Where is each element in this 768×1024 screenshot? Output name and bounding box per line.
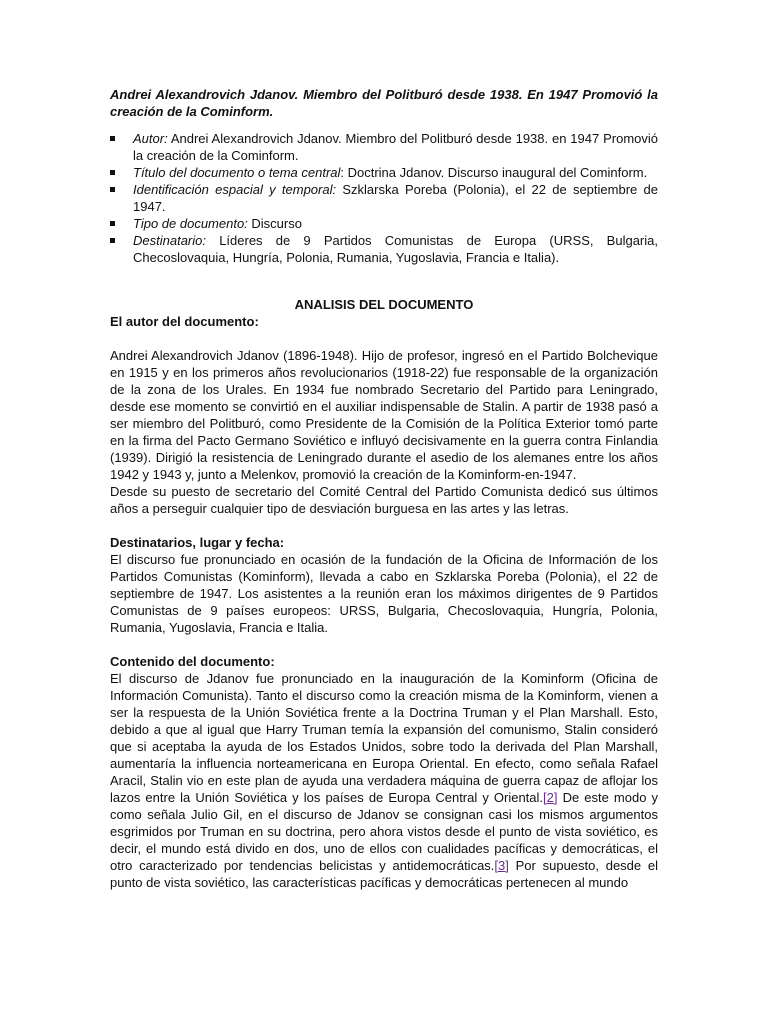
item-text: : Doctrina Jdanov. Discurso inaugural del Cominform.: [340, 165, 648, 180]
content-text: De este modo y como señala Julio Gil, en el discurso de Jdanov se consignan casi los mismos argumentos esgrimidos por Truman en su doctrina, pero ahora vistos desde el punto de vista soviético, es decir, el mundo está divido en dos, uno de ellos con cualidades pacíficas y democráticas, el otro caracterizado por tendencias belicistas y antidemocráticas.: [110, 790, 658, 873]
list-item: [110, 232, 658, 266]
list-item: [110, 181, 658, 215]
content-text: Por supuesto, desde el punto de vista soviético, las características pacíficas y democráticas pertenecen al mundo: [110, 858, 659, 890]
content-text: El discurso de Jdanov fue pronunciado en la inauguración de la Kominform (Oficina de Información Comunista). Tanto el discurso como la creación misma de la Kominform, vienen a ser la respuesta de la Unión Soviética frente a la Doctrina Truman y el Plan Marshall. Esto, debido a que al igual que Harry Truman temía la expansión del comunismo, Stalin consideró que si aceptaba la ayuda de los Estados Unidos, sobre todo la derivada del Plan Marshall, aumentaría la influencia norteamericana en Europa Oriental. En efecto, como señala Rafael Aracil, Stalin vio en este plan de ayuda una verdadera máquina de guerra capaz de aflojar los lazos entre la Unión Soviética y los países de Europa Central y Oriental.: [110, 671, 658, 805]
item-label: Autor:: [133, 131, 168, 146]
recipients-paragraph: El discurso fue pronunciado en ocasión de la fundación de la Oficina de Información de los Partidos Comunistas (Kominform), llevada a cabo en Szklarska Poreba (Polonia), el 22 de septiembre de 1947. Los asistentes a la reunión eran los máximos dirigentes de 9 Partidos Comunistas de 9 países europeos: URSS, Bulgaria, Checoslovaquia, Hungría, Polonia, Rumania, Yugoslavia, Francia e Italia.: [110, 552, 658, 635]
intro-line: Andrei Alexandrovich Jdanov. Miembro del Politburó desde 1938. En 1947 Promovió la creación de la Cominform.: [110, 87, 658, 119]
bullet-icon: [110, 238, 115, 243]
list-item: [110, 164, 658, 181]
identification-list: [110, 130, 658, 266]
recipients-heading: Destinatarios, lugar y fecha:: [110, 535, 285, 550]
author-paragraph: Andrei Alexandrovich Jdanov (1896-1948). Hijo de profesor, ingresó en el Partido Bolchevique en 1915 y en los primeros años revolucionarios (1918-22) fue responsable de la organización de la zona de los Urales. En 1934 fue nombrado Secretario del Partido para Leningrado, desde ese momento se convirtió en el auxiliar indispensable de Stalin. A partir de 1938 pasó a ser miembro del Politburó, como Presidente de la Comisión de la Política Exterior tomó parte en la firma del Pacto Germano Soviético e influyó decisivamente en la guerra contra Finlandia (1939). Dirigió la resistencia de Leningrado durante el asedio de los alemanes entre los años 1942 y 1943 y, junto a Melenkov, promovió la creación de la Kominform-en-1947.: [110, 348, 658, 482]
bullet-icon: [110, 170, 115, 175]
footnote-link-3[interactable]: [3]: [494, 858, 509, 873]
list-item: [110, 215, 658, 232]
content-paragraph: [110, 670, 658, 891]
bullet-icon: [110, 187, 115, 192]
item-label: Título del documento o tema central: [133, 165, 341, 180]
item-text: Andrei Alexandrovich Jdanov. Miembro del Politburó desde 1938. en 1947 Promovió la creación de la Cominform.: [133, 131, 658, 163]
item-label: Identificación espacial y temporal:: [133, 182, 337, 197]
item-text: Szklarska Poreba (Polonia), el 22 de septiembre de 1947.: [133, 182, 658, 214]
author-heading: El autor del documento:: [110, 314, 259, 329]
list-item: [110, 130, 658, 164]
item-label: Destinatario:: [133, 233, 206, 248]
bullet-icon: [110, 136, 115, 141]
item-label: Tipo de documento:: [133, 216, 248, 231]
content-heading: Contenido del documento:: [110, 654, 275, 669]
item-text: Líderes de 9 Partidos Comunistas de Europa (URSS, Bulgaria, Checoslovaquia, Hungría, Polonia, Rumania, Yugoslavia, Francia e Italia).: [133, 233, 658, 265]
bullet-icon: [110, 221, 115, 226]
author-paragraph-2: Desde su puesto de secretario del Comité Central del Partido Comunista dedicó sus últimos años a perseguir cualquier tipo de desviación burguesa en las artes y las letras.: [110, 484, 658, 516]
analysis-title: ANALISIS DEL DOCUMENTO: [294, 297, 474, 312]
footnote-link-2[interactable]: [2]: [543, 790, 558, 805]
item-text: Discurso: [247, 216, 302, 231]
